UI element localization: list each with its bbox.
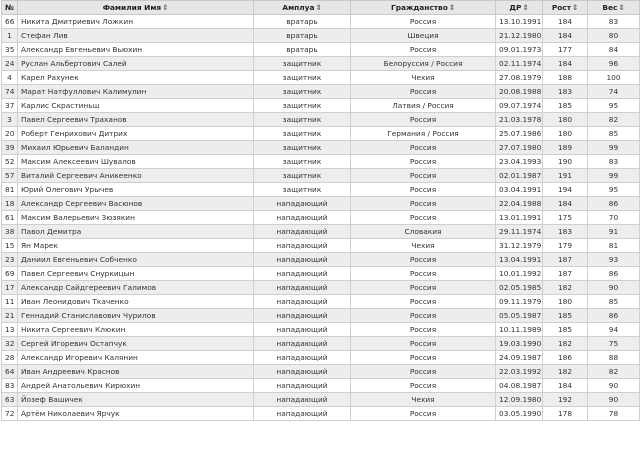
player-position-cell: нападающий	[254, 393, 351, 407]
player-birthdate-cell: 24.09.1987	[496, 351, 543, 365]
player-name-cell: Юрий Олегович Урычев	[18, 183, 254, 197]
player-birthdate-cell: 20.08.1988	[496, 85, 543, 99]
player-name-cell: Никита Дмитриевич Ложкин	[18, 15, 254, 29]
player-citizenship-cell: Чехия	[351, 239, 496, 253]
table-row	[2, 253, 640, 267]
player-height-cell: 189	[543, 141, 588, 155]
player-birthdate-cell: 22.03.1992	[496, 365, 543, 379]
player-name-cell: Александр Сергеевич Васюнов	[18, 197, 254, 211]
player-height-cell: 182	[543, 337, 588, 351]
player-name-cell: Максим Валерьевич Зюзякин	[18, 211, 254, 225]
table-row	[2, 141, 640, 155]
player-birthdate-cell: 19.03.1990	[496, 337, 543, 351]
table-row	[2, 365, 640, 379]
table-row	[2, 127, 640, 141]
player-birthdate-cell: 13.10.1991	[496, 15, 543, 29]
player-height-cell: 194	[543, 183, 588, 197]
player-birthdate-cell: 04.08.1987	[496, 379, 543, 393]
player-weight-cell: 80	[588, 29, 640, 43]
player-number-cell: 18	[2, 197, 18, 211]
player-height-cell: 183	[543, 225, 588, 239]
column-label-dob: ДР	[509, 3, 522, 12]
player-weight-cell: 95	[588, 183, 640, 197]
player-number-cell: 1	[2, 29, 18, 43]
table-row	[2, 309, 640, 323]
player-number-cell: 37	[2, 99, 18, 113]
player-number-cell: 4	[2, 71, 18, 85]
player-citizenship-cell: Россия	[351, 365, 496, 379]
player-number-cell: 66	[2, 15, 18, 29]
player-weight-cell: 93	[588, 253, 640, 267]
player-height-cell: 182	[543, 281, 588, 295]
player-weight-cell: 95	[588, 99, 640, 113]
player-number-cell: 63	[2, 393, 18, 407]
player-birthdate-cell: 02.05.1985	[496, 281, 543, 295]
player-number-cell: 11	[2, 295, 18, 309]
player-height-cell: 185	[543, 323, 588, 337]
player-weight-cell: 91	[588, 225, 640, 239]
sort-icon: ⇕	[315, 3, 322, 12]
player-position-cell: нападающий	[254, 337, 351, 351]
player-name-cell: Александр Сайдгереевич Галимов	[18, 281, 254, 295]
player-position-cell: нападающий	[254, 351, 351, 365]
player-height-cell: 180	[543, 113, 588, 127]
player-citizenship-cell: Россия	[351, 337, 496, 351]
player-number-cell: 35	[2, 43, 18, 57]
player-weight-cell: 86	[588, 267, 640, 281]
table-row	[2, 281, 640, 295]
player-birthdate-cell: 22.04.1988	[496, 197, 543, 211]
player-position-cell: нападающий	[254, 379, 351, 393]
table-row	[2, 169, 640, 183]
player-position-cell: защитник	[254, 99, 351, 113]
player-birthdate-cell: 21.12.1980	[496, 29, 543, 43]
player-number-cell: 21	[2, 309, 18, 323]
column-label-height: Рост	[551, 3, 571, 12]
player-weight-cell: 100	[588, 71, 640, 85]
table-row	[2, 113, 640, 127]
table-row	[2, 15, 640, 29]
player-position-cell: нападающий	[254, 407, 351, 421]
table-row	[2, 85, 640, 99]
player-name-cell: Павол Демитра	[18, 225, 254, 239]
player-weight-cell: 90	[588, 393, 640, 407]
table-row	[2, 351, 640, 365]
player-name-cell: Иван Андреевич Краснов	[18, 365, 254, 379]
player-position-cell: нападающий	[254, 323, 351, 337]
player-height-cell: 179	[543, 239, 588, 253]
table-body	[2, 15, 640, 421]
player-height-cell: 191	[543, 169, 588, 183]
player-name-cell: Роберт Генрихович Дитрих	[18, 127, 254, 141]
sort-icon: ⇕	[571, 3, 579, 12]
player-name-cell: Павел Сергеевич Траханов	[18, 113, 254, 127]
player-number-cell: 39	[2, 141, 18, 155]
player-height-cell: 187	[543, 253, 588, 267]
player-height-cell: 184	[543, 29, 588, 43]
player-citizenship-cell: Россия	[351, 211, 496, 225]
table-row	[2, 225, 640, 239]
player-citizenship-cell: Россия	[351, 183, 496, 197]
player-birthdate-cell: 27.08.1979	[496, 71, 543, 85]
player-name-cell: Александр Евгеньевич Вьюхин	[18, 43, 254, 57]
player-name-cell: Михаил Юрьевич Баландин	[18, 141, 254, 155]
player-position-cell: защитник	[254, 155, 351, 169]
player-height-cell: 184	[543, 379, 588, 393]
column-header-name[interactable]	[18, 1, 254, 15]
player-position-cell: защитник	[254, 127, 351, 141]
column-header-height[interactable]	[543, 1, 588, 15]
player-name-cell: Руслан Альбертович Салей	[18, 57, 254, 71]
player-name-cell: Марат Натфуллович Калимулин	[18, 85, 254, 99]
player-weight-cell: 75	[588, 337, 640, 351]
player-birthdate-cell: 09.07.1974	[496, 99, 543, 113]
player-birthdate-cell: 02.01.1987	[496, 169, 543, 183]
player-number-cell: 28	[2, 351, 18, 365]
player-number-cell: 57	[2, 169, 18, 183]
player-height-cell: 178	[543, 407, 588, 421]
player-birthdate-cell: 23.04.1993	[496, 155, 543, 169]
player-position-cell: нападающий	[254, 239, 351, 253]
player-number-cell: 23	[2, 253, 18, 267]
player-height-cell: 184	[543, 15, 588, 29]
player-citizenship-cell: Россия	[351, 309, 496, 323]
table-row	[2, 211, 640, 225]
player-height-cell: 182	[543, 365, 588, 379]
column-header-position[interactable]	[254, 1, 351, 15]
sort-icon: ⇕	[162, 3, 169, 12]
header-row	[2, 1, 640, 15]
player-weight-cell: 70	[588, 211, 640, 225]
player-position-cell: защитник	[254, 141, 351, 155]
player-height-cell: 180	[543, 295, 588, 309]
table-row	[2, 197, 640, 211]
player-name-cell: Карел Рахунек	[18, 71, 254, 85]
player-citizenship-cell: Россия	[351, 15, 496, 29]
player-birthdate-cell: 03.05.1990	[496, 407, 543, 421]
sort-icon: ⇕	[618, 3, 625, 12]
player-position-cell: нападающий	[254, 267, 351, 281]
player-weight-cell: 85	[588, 127, 640, 141]
player-number-cell: 52	[2, 155, 18, 169]
column-label-number: №	[5, 3, 14, 12]
column-label-citizenship: Гражданство	[390, 3, 448, 12]
player-height-cell: 180	[543, 127, 588, 141]
player-birthdate-cell: 09.01.1973	[496, 43, 543, 57]
sort-icon: ⇕	[448, 3, 456, 12]
player-height-cell: 184	[543, 57, 588, 71]
player-name-cell: Стефан Лив	[18, 29, 254, 43]
player-height-cell: 192	[543, 393, 588, 407]
player-position-cell: нападающий	[254, 281, 351, 295]
player-weight-cell: 90	[588, 379, 640, 393]
table-row	[2, 267, 640, 281]
player-position-cell: нападающий	[254, 253, 351, 267]
player-position-cell: нападающий	[254, 225, 351, 239]
player-position-cell: нападающий	[254, 309, 351, 323]
player-weight-cell: 83	[588, 155, 640, 169]
player-citizenship-cell: Россия	[351, 295, 496, 309]
player-name-cell: Александр Игоревич Калянин	[18, 351, 254, 365]
column-header-number[interactable]	[2, 1, 18, 15]
player-height-cell: 186	[543, 351, 588, 365]
player-position-cell: вратарь	[254, 29, 351, 43]
table-row	[2, 379, 640, 393]
player-height-cell: 185	[543, 309, 588, 323]
player-birthdate-cell: 31.12.1979	[496, 239, 543, 253]
player-citizenship-cell: Россия	[351, 379, 496, 393]
table-row	[2, 57, 640, 71]
player-number-cell: 24	[2, 57, 18, 71]
table-row	[2, 393, 640, 407]
player-weight-cell: 96	[588, 57, 640, 71]
player-birthdate-cell: 03.04.1991	[496, 183, 543, 197]
table-header	[2, 1, 640, 15]
player-name-cell: Даниил Евгеньевич Собченко	[18, 253, 254, 267]
player-number-cell: 17	[2, 281, 18, 295]
player-height-cell: 187	[543, 267, 588, 281]
player-weight-cell: 83	[588, 15, 640, 29]
player-number-cell: 13	[2, 323, 18, 337]
player-name-cell: Никита Сергеевич Клюкин	[18, 323, 254, 337]
player-weight-cell: 86	[588, 197, 640, 211]
player-name-cell: Максим Алексеевич Шувалов	[18, 155, 254, 169]
player-citizenship-cell: Россия	[351, 169, 496, 183]
player-name-cell: Иван Леонидович Ткаченко	[18, 295, 254, 309]
player-position-cell: вратарь	[254, 43, 351, 57]
player-name-cell: Виталий Сергеевич Аникеенко	[18, 169, 254, 183]
player-citizenship-cell: Россия	[351, 351, 496, 365]
player-name-cell: Йозеф Вашичек	[18, 393, 254, 407]
player-birthdate-cell: 13.04.1991	[496, 253, 543, 267]
player-citizenship-cell: Чехия	[351, 71, 496, 85]
player-citizenship-cell: Белоруссия / Россия	[351, 57, 496, 71]
player-weight-cell: 86	[588, 309, 640, 323]
player-birthdate-cell: 12.09.1980	[496, 393, 543, 407]
player-birthdate-cell: 21.03.1978	[496, 113, 543, 127]
player-height-cell: 183	[543, 85, 588, 99]
player-name-cell: Геннадий Станиславович Чурилов	[18, 309, 254, 323]
player-birthdate-cell: 02.11.1974	[496, 57, 543, 71]
player-number-cell: 3	[2, 113, 18, 127]
player-number-cell: 61	[2, 211, 18, 225]
player-number-cell: 74	[2, 85, 18, 99]
player-weight-cell: 85	[588, 295, 640, 309]
player-citizenship-cell: Чехия	[351, 393, 496, 407]
player-birthdate-cell: 10.11.1989	[496, 323, 543, 337]
table-row	[2, 71, 640, 85]
player-position-cell: защитник	[254, 71, 351, 85]
player-number-cell: 15	[2, 239, 18, 253]
player-citizenship-cell: Латвия / Россия	[351, 99, 496, 113]
player-weight-cell: 78	[588, 407, 640, 421]
player-name-cell: Павел Сергеевич Снуркицын	[18, 267, 254, 281]
player-position-cell: нападающий	[254, 365, 351, 379]
player-birthdate-cell: 05.05.1987	[496, 309, 543, 323]
player-name-cell: Артём Николаевич Ярчук	[18, 407, 254, 421]
player-position-cell: защитник	[254, 169, 351, 183]
player-number-cell: 69	[2, 267, 18, 281]
player-height-cell: 190	[543, 155, 588, 169]
player-citizenship-cell: Россия	[351, 43, 496, 57]
player-position-cell: нападающий	[254, 295, 351, 309]
player-number-cell: 32	[2, 337, 18, 351]
player-weight-cell: 99	[588, 141, 640, 155]
player-citizenship-cell: Россия	[351, 141, 496, 155]
player-name-cell: Сергей Игоревич Остапчук	[18, 337, 254, 351]
player-position-cell: защитник	[254, 85, 351, 99]
player-citizenship-cell: Россия	[351, 267, 496, 281]
table-row	[2, 43, 640, 57]
table-row	[2, 29, 640, 43]
column-header-weight[interactable]	[588, 1, 640, 15]
table-row	[2, 295, 640, 309]
player-position-cell: защитник	[254, 57, 351, 71]
column-header-citizenship[interactable]	[351, 1, 496, 15]
player-weight-cell: 88	[588, 351, 640, 365]
player-name-cell: Ян Марек	[18, 239, 254, 253]
player-number-cell: 72	[2, 407, 18, 421]
player-name-cell: Андрей Анатольевич Кирюхин	[18, 379, 254, 393]
player-position-cell: вратарь	[254, 15, 351, 29]
player-citizenship-cell: Россия	[351, 197, 496, 211]
table-row	[2, 337, 640, 351]
player-weight-cell: 82	[588, 113, 640, 127]
table-row	[2, 183, 640, 197]
player-number-cell: 38	[2, 225, 18, 239]
player-position-cell: защитник	[254, 113, 351, 127]
player-height-cell: 185	[543, 99, 588, 113]
column-label-weight: Вес	[602, 3, 618, 12]
player-number-cell: 20	[2, 127, 18, 141]
player-height-cell: 175	[543, 211, 588, 225]
player-birthdate-cell: 27.07.1980	[496, 141, 543, 155]
player-number-cell: 81	[2, 183, 18, 197]
player-position-cell: нападающий	[254, 197, 351, 211]
player-citizenship-cell: Россия	[351, 85, 496, 99]
player-birthdate-cell: 13.01.1991	[496, 211, 543, 225]
player-birthdate-cell: 25.07.1986	[496, 127, 543, 141]
player-weight-cell: 81	[588, 239, 640, 253]
roster-table	[1, 0, 640, 421]
sort-icon: ⇕	[522, 3, 529, 12]
player-weight-cell: 94	[588, 323, 640, 337]
player-height-cell: 184	[543, 197, 588, 211]
column-label-name: Фамилия Имя	[102, 3, 162, 12]
table-row	[2, 155, 640, 169]
column-label-position: Амплуа	[282, 3, 315, 12]
player-number-cell: 83	[2, 379, 18, 393]
player-citizenship-cell: Словакия	[351, 225, 496, 239]
player-citizenship-cell: Россия	[351, 253, 496, 267]
player-weight-cell: 99	[588, 169, 640, 183]
player-citizenship-cell: Россия	[351, 323, 496, 337]
table-row	[2, 323, 640, 337]
player-weight-cell: 74	[588, 85, 640, 99]
player-citizenship-cell: Германия / Россия	[351, 127, 496, 141]
player-birthdate-cell: 09.11.1979	[496, 295, 543, 309]
player-name-cell: Карлис Скрастиньш	[18, 99, 254, 113]
player-number-cell: 64	[2, 365, 18, 379]
player-position-cell: защитник	[254, 183, 351, 197]
player-birthdate-cell: 29.11.1974	[496, 225, 543, 239]
player-birthdate-cell: 10.01.1992	[496, 267, 543, 281]
player-weight-cell: 82	[588, 365, 640, 379]
table-row	[2, 239, 640, 253]
player-citizenship-cell: Россия	[351, 407, 496, 421]
table-row	[2, 407, 640, 421]
player-citizenship-cell: Россия	[351, 155, 496, 169]
player-citizenship-cell: Швеция	[351, 29, 496, 43]
player-weight-cell: 90	[588, 281, 640, 295]
column-header-dob[interactable]	[496, 1, 543, 15]
table-row	[2, 99, 640, 113]
player-citizenship-cell: Россия	[351, 281, 496, 295]
player-weight-cell: 84	[588, 43, 640, 57]
player-height-cell: 188	[543, 71, 588, 85]
player-height-cell: 177	[543, 43, 588, 57]
player-citizenship-cell: Россия	[351, 113, 496, 127]
player-position-cell: нападающий	[254, 211, 351, 225]
